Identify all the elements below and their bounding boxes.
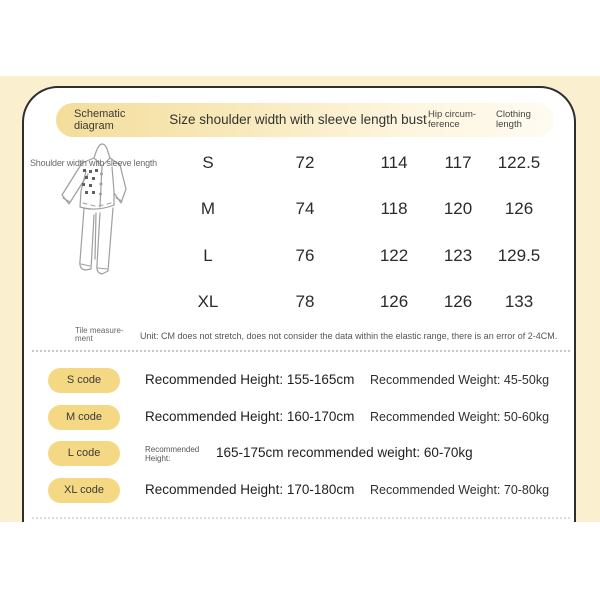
recommended-weight: Recommended Weight: 45-50kg — [370, 373, 550, 387]
note-label-line2: ment — [75, 334, 93, 343]
recommendation-row-xl — [24, 478, 576, 503]
header-hip-circumference — [428, 110, 476, 130]
recommended-height-weight-combined: 165-175cm recommended weight: 60-70kg — [216, 445, 473, 460]
header-clothing-length — [496, 110, 531, 130]
recommendation-row-s — [24, 368, 576, 393]
cell-hip: 123 — [443, 246, 473, 265]
cell-length: 122.5 — [497, 153, 541, 172]
recommendation-row-l — [24, 441, 576, 466]
size-code-badge-m: M code — [48, 405, 120, 430]
cell-bust: 122 — [379, 246, 409, 265]
header-schematic-line2: diagram — [74, 120, 114, 132]
table-header-row — [56, 103, 554, 137]
header-schematic-diagram — [74, 108, 125, 132]
cell-hip: 126 — [443, 292, 473, 311]
header-clothing-line1: Clothing — [496, 109, 531, 120]
recommended-height: Recommended Height: 155-165cm — [145, 372, 355, 387]
cell-size: XL — [197, 292, 219, 311]
cell-size: M — [200, 199, 216, 218]
recommended-height-label-line1: Recommended — [145, 445, 200, 454]
sketch-measure-label: Shoulder width with sleeve length — [30, 158, 157, 168]
recommended-height: Recommended Height: 170-180cm — [145, 482, 355, 497]
recommendation-row-m — [24, 405, 576, 430]
header-clothing-line2: length — [496, 119, 522, 130]
recommended-height: Recommended Height: 160-170cm — [145, 409, 355, 424]
cell-shoulder: 74 — [295, 199, 315, 218]
cell-length: 129.5 — [497, 246, 541, 265]
bottom-dotted-divider — [32, 517, 570, 519]
cell-size: L — [203, 246, 213, 265]
cell-shoulder: 76 — [295, 246, 315, 265]
cell-shoulder: 72 — [295, 153, 315, 172]
header-main-columns: Size shoulder width with sleeve length bust — [169, 112, 427, 127]
header-hip-line2: ference — [428, 119, 460, 130]
size-code-badge-xl: XL code — [48, 478, 120, 503]
note-measure-label — [75, 327, 124, 343]
size-code-badge-s: S code — [48, 368, 120, 393]
size-code-badge-l: L code — [48, 441, 120, 466]
unit-tolerance-note: Unit: CM does not stretch, does not consider the data within the elastic range, there is an error of 2-4CM. — [140, 331, 558, 341]
recommended-weight: Recommended Weight: 50-60kg — [370, 410, 550, 424]
table-row-xl — [24, 292, 576, 316]
cell-length: 126 — [504, 199, 534, 218]
cell-bust: 118 — [380, 199, 408, 218]
dotted-divider — [32, 350, 570, 352]
cell-shoulder: 78 — [295, 292, 315, 311]
recommended-weight: Recommended Weight: 70-80kg — [370, 483, 550, 497]
recommended-height-label-line2: Height: — [145, 454, 171, 463]
note-label-line1: Tile measure- — [75, 326, 124, 335]
size-chart-card — [22, 86, 576, 522]
recommended-height-small-label — [145, 445, 199, 463]
chest-pattern — [82, 169, 98, 194]
header-schematic-line1: Schematic — [74, 108, 126, 120]
cell-size: S — [202, 153, 214, 172]
cell-bust: 126 — [379, 292, 409, 311]
cell-bust: 114 — [380, 153, 408, 172]
header-hip-line1: Hip circum- — [428, 109, 477, 120]
cell-length: 133 — [504, 292, 534, 311]
cell-hip: 117 — [444, 153, 472, 172]
cell-hip: 120 — [443, 199, 473, 218]
